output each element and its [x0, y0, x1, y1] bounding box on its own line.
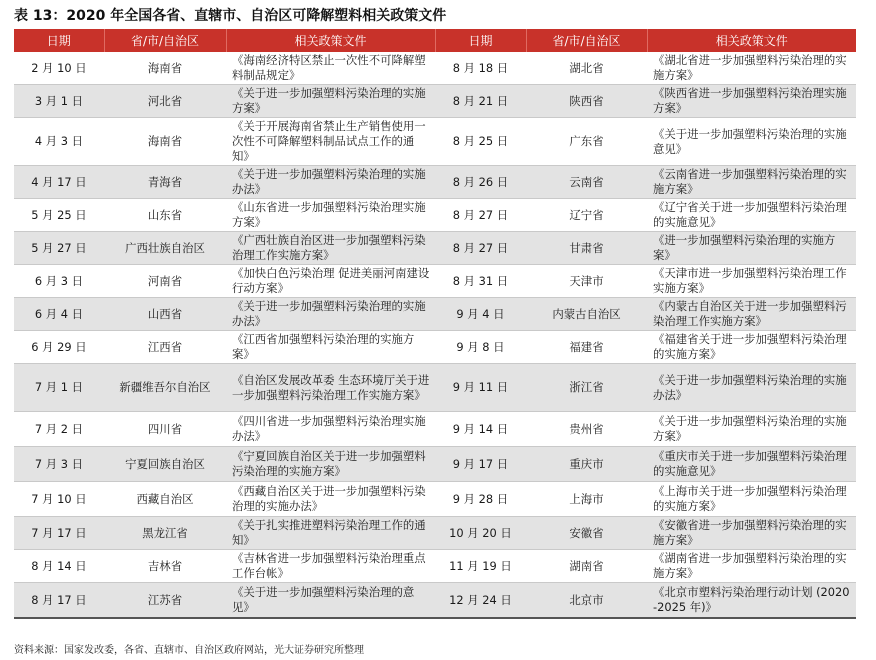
right-province-cell: 安徽省 — [526, 517, 647, 550]
left-date-cell: 7 月 2 日 — [14, 412, 104, 447]
right-date-cell: 8 月 18 日 — [435, 52, 526, 85]
left-policy-cell: 《海南经济特区禁止一次性不可降解塑料制品规定》 — [226, 52, 435, 85]
left-policy-cell: 《四川省进一步加强塑料污染治理实施办法》 — [226, 412, 435, 447]
right-date-cell: 9 月 4 日 — [435, 298, 526, 331]
left-province-cell: 吉林省 — [104, 550, 226, 583]
table-row — [14, 265, 856, 298]
right-policy-cell: 《关于进一步加强塑料污染治理的实施意见》 — [647, 118, 856, 166]
right-date-cell: 8 月 25 日 — [435, 118, 526, 166]
left-policy-cell: 《江西省加强塑料污染治理的实施方案》 — [226, 331, 435, 364]
left-province-cell: 江西省 — [104, 331, 226, 364]
left-province-cell: 青海省 — [104, 166, 226, 199]
right-policy-cell: 《进一步加强塑料污染治理的实施方案》 — [647, 232, 856, 265]
left-date-cell: 7 月 1 日 — [14, 364, 104, 412]
table-row — [14, 298, 856, 331]
left-province-cell: 江苏省 — [104, 583, 226, 619]
right-policy-cell: 《云南省进一步加强塑料污染治理的实施方案》 — [647, 166, 856, 199]
table-title: 表 13：2020 年全国各省、直辖市、自治区可降解塑料相关政策文件 — [14, 8, 447, 24]
left-province-cell: 宁夏回族自治区 — [104, 447, 226, 482]
right-province-cell: 陕西省 — [526, 85, 647, 118]
left-province-cell: 海南省 — [104, 52, 226, 85]
left-province-cell: 河南省 — [104, 265, 226, 298]
right-policy-cell: 《内蒙古自治区关于进一步加强塑料污染治理工作实施方案》 — [647, 298, 856, 331]
right-province-cell: 内蒙古自治区 — [526, 298, 647, 331]
right-province-cell: 辽宁省 — [526, 199, 647, 232]
right-province-cell: 云南省 — [526, 166, 647, 199]
table-row — [14, 364, 856, 412]
left-date-cell: 4 月 17 日 — [14, 166, 104, 199]
right-policy-cell: 《湖北省进一步加强塑料污染治理的实施方案》 — [647, 52, 856, 85]
right-date-cell: 9 月 28 日 — [435, 482, 526, 517]
left-date-cell: 6 月 3 日 — [14, 265, 104, 298]
right-policy-cell: 《辽宁省关于进一步加强塑料污染治理的实施意见》 — [647, 199, 856, 232]
left-policy-cell: 《关于扎实推进塑料污染治理工作的通知》 — [226, 517, 435, 550]
header-province-right: 省/市/自治区 — [526, 29, 647, 52]
table-row — [14, 447, 856, 482]
right-policy-cell: 《陕西省进一步加强塑料污染治理实施方案》 — [647, 85, 856, 118]
table-header-row — [14, 29, 856, 52]
source-note: 资料来源：国家发改委，各省、直辖市、自治区政府网站，光大证券研究所整理 — [14, 645, 364, 656]
right-policy-cell: 《关于进一步加强塑料污染治理的实施办法》 — [647, 364, 856, 412]
right-province-cell: 福建省 — [526, 331, 647, 364]
right-province-cell: 重庆市 — [526, 447, 647, 482]
right-province-cell: 上海市 — [526, 482, 647, 517]
table-row — [14, 482, 856, 517]
right-date-cell: 10 月 20 日 — [435, 517, 526, 550]
right-policy-cell: 《安徽省进一步加强塑料污染治理的实施方案》 — [647, 517, 856, 550]
right-date-cell: 9 月 17 日 — [435, 447, 526, 482]
left-province-cell: 四川省 — [104, 412, 226, 447]
left-province-cell: 黑龙江省 — [104, 517, 226, 550]
left-policy-cell: 《关于进一步加强塑料污染治理的意见》 — [226, 583, 435, 619]
right-province-cell: 北京市 — [526, 583, 647, 619]
left-province-cell: 西藏自治区 — [104, 482, 226, 517]
right-date-cell: 9 月 8 日 — [435, 331, 526, 364]
header-date-left: 日期 — [14, 29, 104, 52]
left-date-cell: 8 月 14 日 — [14, 550, 104, 583]
table-row — [14, 331, 856, 364]
left-policy-cell: 《吉林省进一步加强塑料污染治理重点工作台帐》 — [226, 550, 435, 583]
header-date-right: 日期 — [435, 29, 526, 52]
left-date-cell: 3 月 1 日 — [14, 85, 104, 118]
left-policy-cell: 《关于进一步加强塑料污染治理的实施办法》 — [226, 298, 435, 331]
right-province-cell: 天津市 — [526, 265, 647, 298]
left-date-cell: 6 月 4 日 — [14, 298, 104, 331]
left-policy-cell: 《关于进一步加强塑料污染治理的实施方案》 — [226, 85, 435, 118]
right-policy-cell: 《湖南省进一步加强塑料污染治理的实施方案》 — [647, 550, 856, 583]
right-date-cell: 12 月 24 日 — [435, 583, 526, 619]
right-date-cell: 9 月 11 日 — [435, 364, 526, 412]
right-date-cell: 9 月 14 日 — [435, 412, 526, 447]
table-row — [14, 232, 856, 265]
right-policy-cell: 《重庆市关于进一步加强塑料污染治理的实施意见》 — [647, 447, 856, 482]
left-date-cell: 5 月 27 日 — [14, 232, 104, 265]
header-policy-left: 相关政策文件 — [226, 29, 435, 52]
right-province-cell: 甘肃省 — [526, 232, 647, 265]
left-date-cell: 2 月 10 日 — [14, 52, 104, 85]
left-province-cell: 新疆维吾尔自治区 — [104, 364, 226, 412]
left-policy-cell: 《加快白色污染治理 促进美丽河南建设行动方案》 — [226, 265, 435, 298]
left-policy-cell: 《关于开展海南省禁止生产销售使用一次性不可降解塑料制品试点工作的通知》 — [226, 118, 435, 166]
left-province-cell: 广西壮族自治区 — [104, 232, 226, 265]
right-policy-cell: 《上海市关于进一步加强塑料污染治理的实施方案》 — [647, 482, 856, 517]
left-policy-cell: 《广西壮族自治区进一步加强塑料污染治理工作实施方案》 — [226, 232, 435, 265]
left-date-cell: 5 月 25 日 — [14, 199, 104, 232]
right-date-cell: 8 月 31 日 — [435, 265, 526, 298]
left-province-cell: 河北省 — [104, 85, 226, 118]
left-province-cell: 山西省 — [104, 298, 226, 331]
right-policy-cell: 《福建省关于进一步加强塑料污染治理的实施方案》 — [647, 331, 856, 364]
right-province-cell: 广东省 — [526, 118, 647, 166]
right-date-cell: 11 月 19 日 — [435, 550, 526, 583]
left-policy-cell: 《关于进一步加强塑料污染治理的实施办法》 — [226, 166, 435, 199]
left-date-cell: 7 月 3 日 — [14, 447, 104, 482]
left-date-cell: 4 月 3 日 — [14, 118, 104, 166]
left-province-cell: 山东省 — [104, 199, 226, 232]
left-date-cell: 7 月 17 日 — [14, 517, 104, 550]
left-policy-cell: 《宁夏回族自治区关于进一步加强塑料污染治理的实施方案》 — [226, 447, 435, 482]
right-policy-cell: 《关于进一步加强塑料污染治理的实施方案》 — [647, 412, 856, 447]
left-date-cell: 8 月 17 日 — [14, 583, 104, 619]
right-province-cell: 湖北省 — [526, 52, 647, 85]
header-province-left: 省/市/自治区 — [104, 29, 226, 52]
right-policy-cell: 《天津市进一步加强塑料污染治理工作实施方案》 — [647, 265, 856, 298]
table-row — [14, 583, 856, 619]
left-policy-cell: 《西藏自治区关于进一步加强塑料污染治理的实施办法》 — [226, 482, 435, 517]
table-row — [14, 412, 856, 447]
table-row — [14, 85, 856, 118]
right-date-cell: 8 月 27 日 — [435, 232, 526, 265]
header-policy-right: 相关政策文件 — [647, 29, 856, 52]
left-policy-cell: 《山东省进一步加强塑料污染治理实施方案》 — [226, 199, 435, 232]
left-province-cell: 海南省 — [104, 118, 226, 166]
table-row — [14, 550, 856, 583]
right-province-cell: 浙江省 — [526, 364, 647, 412]
table-row — [14, 52, 856, 85]
table-row — [14, 166, 856, 199]
right-province-cell: 湖南省 — [526, 550, 647, 583]
table-row — [14, 517, 856, 550]
table-row — [14, 118, 856, 166]
left-date-cell: 7 月 10 日 — [14, 482, 104, 517]
table-body — [14, 52, 856, 618]
policy-table — [14, 29, 856, 619]
right-policy-cell: 《北京市塑料污染治理行动计划 (2020-2025 年)》 — [647, 583, 856, 619]
table-row — [14, 199, 856, 232]
right-province-cell: 贵州省 — [526, 412, 647, 447]
left-date-cell: 6 月 29 日 — [14, 331, 104, 364]
right-date-cell: 8 月 21 日 — [435, 85, 526, 118]
right-date-cell: 8 月 26 日 — [435, 166, 526, 199]
right-date-cell: 8 月 27 日 — [435, 199, 526, 232]
left-policy-cell: 《自治区发展改革委 生态环境厅关于进一步加强塑料污染治理工作实施方案》 — [226, 364, 435, 412]
